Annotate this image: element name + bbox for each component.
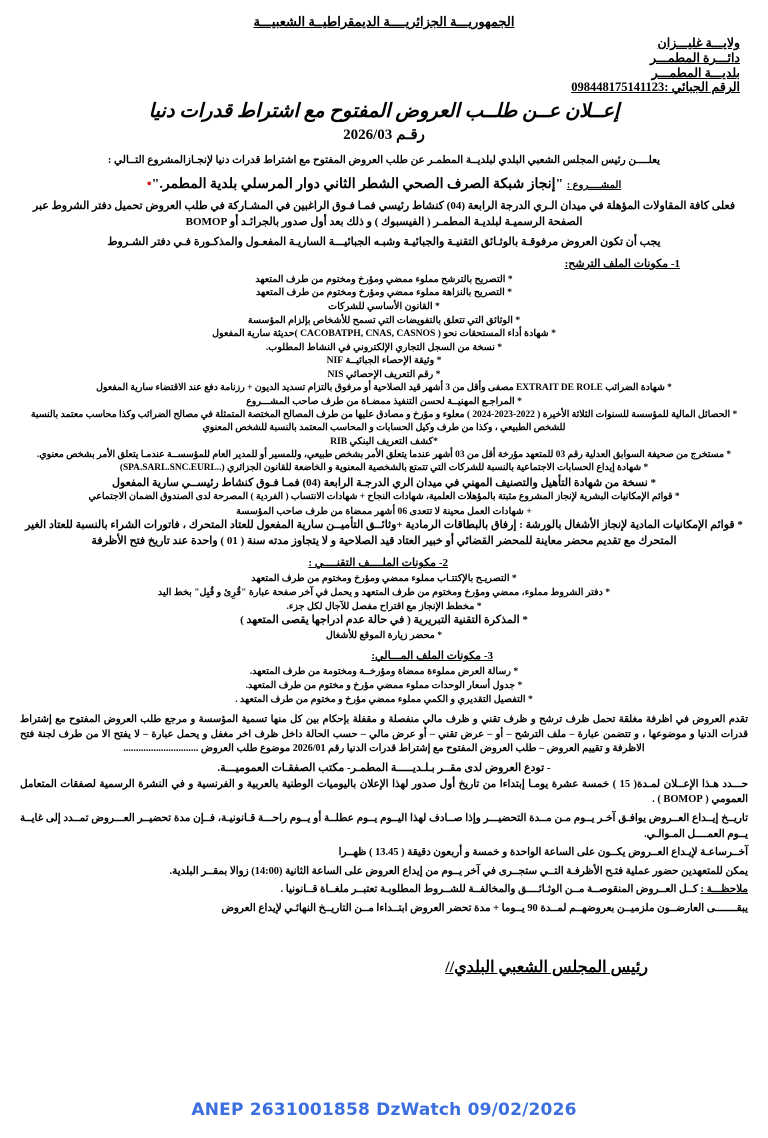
list-item: * شهادة إيداع الحسابات الاجتماعية بالنسبة للشركات التي تتمتع بالشخصية المعنوية و الخاضعة للقانون الجزائري (..SPA.SARL.SNC.EURL) <box>119 463 649 474</box>
eligibility-paragraph: فعلى كافة المقاولات المؤهلة في ميدان الـري الدرجة الرابعة (04) كنشاط رئيسي فمـا فـوق الراغبين في المشـاركة في طلب العروض تحميل دفتر الشروط عبر الصفحة الرسميـة لبلديـة المطمـر ( الفيسبوك ) و ذلك بعد أول صدور بالجرائـد أو BOMOP <box>32 200 736 228</box>
list-item: * مستخرج من صحيفة السوابق العدلية رقم 03 للمتعهد مؤرخة أقل من 03 أشهر عندما يتعلق الأمر بشخص طبيعي، وللمسير أو للمدير العام للمؤسســة عندمـا يتعلق الأمر بشخص معنوي. <box>36 449 732 460</box>
section-heading-technical: 2- مكونات الملــــف التقنــــي : <box>308 557 448 570</box>
list-item: * قوائم الإمكانيات المادية لإنجاز الأشغال بالورشة : إرفاق بالبطاقات الرمادية +وثائــق التأميــن سارية المفعول للعتاد المتحرك ، فاتورات الشراء بالنسبة للعتاد الغير المتحرك مع تقديم محضر معاينة للمحضر القضائي أو خبير العتاد قيد الصلاحية و لا يتجاوز مدته سنة ( 01 ) واحدة عند تاريخ فتح الأظرفة <box>25 519 743 547</box>
baladiya-text: بلديـــة المطمـــر <box>651 65 740 80</box>
candidature-items-list <box>20 273 748 550</box>
project-line <box>20 176 748 193</box>
section-heading-candidature: 1- مكونات الملف الترشح: <box>564 257 680 270</box>
list-item: * وثيقة الإحصاء الجبائيــة NIF <box>326 355 442 367</box>
technical-items-list <box>20 572 748 642</box>
fiscal-number-line <box>20 80 740 95</box>
wilaya-text: ولايـــة غليـــزان <box>657 36 740 50</box>
list-item: * جدول أسعار الوحدات مملوء ممضي مؤرخ و مختوم من طرف المتعهد. <box>245 680 523 692</box>
red-marker-icon: • <box>146 177 152 193</box>
duration-paragraph: حـــدد هـذا الإعــلان لمـدة( 15 ) خمسة عشرة يومـا إبتداءا من تاريخ أول صدور لهذا الإعلان باليوميات الوطنية بالعربية و الفرنسية و في النشرة الرسمية لصفقات المتعامل العمومي ( BOMOP ) . <box>20 778 748 806</box>
list-item: * التصريح بالترشح مملوء ممضي ومؤرخ ومختوم من طرف المتعهد <box>255 273 513 285</box>
section-heading-financial: 3- مكونات الملف المـــالي: <box>371 650 493 663</box>
list-item: * مخطط الإنجاز مع اقتراح مفصل للآجال لكل جزء. <box>286 600 482 612</box>
list-item: * المذكرة التقنية التبريرية ( في حالة عدم ادراجها يقصى المتعهد ) <box>240 614 528 627</box>
list-item: * التصريح بالنزاهة مملوء ممضي ومؤرخ ومختوم من طرف المتعهد <box>256 287 512 299</box>
submission-time: آخــرساعـة لإيـداع العــروض يكــون على الساعة الواحدة و خمسة و أربعون دقيقة ( 13.45 ) ظهــرا <box>338 847 748 859</box>
list-item: * الحصائل المالية للمؤسسة للسنوات الثلاثة الأخيرة ( 2022-2023-2024 ) معلوء و مؤرخ و مصادق عليها من طرف المصالح المختصة المتمثلة في مصالح الضرائب وكذا محاسب معتمد بالنسبة للشخص الطبيعي ، وكذا من طرف وكيل الحسابات و المحاسب المعتمد بالنسبة للشخص المعنوي <box>30 409 738 433</box>
list-item: * القانون الأساسي للشركات <box>328 301 440 312</box>
project-value: "إنجاز شبكة الصرف الصحي الشطر الثاني دوار المرسلي بلدية المطمر." <box>151 177 564 193</box>
republic-header <box>20 14 748 30</box>
opening-session: يمكن للمتعهدين حضور عملية فتـح الأظرفـة التــي ستجــرى في آخر يــوم من إيداع العروض على الساعة الثانية (14:00) زوالا بمقــر البلدية. <box>169 865 748 877</box>
daira-line <box>20 51 740 66</box>
list-item: * قوائم الإمكانيات البشرية لإنجاز المشروع مثبتة بالمؤهلات العلمية، شهادات النجاح + شهادات الانتساب ( الفردية ) المصرحة لدى الصندوق الضمان الاجتماعي <box>88 492 680 503</box>
list-item: * رقم التعريف الإحصائي NIS <box>327 369 441 381</box>
page-title: إعــلان عــن طلــب العروض المفتوح مع اشتراط قدرات دنيا <box>148 101 620 122</box>
deadline-paragraph: تاريــخ إيــداع العــروض يوافـق آخـر يــوم مـن مــدة التحضيـــر وإذا صــادف لهذا اليــوم يــوم عطلــة أو يــوم راحـــة قـانونيـة، فــإن مدة تحضيــر العـــروض تمــدد إلى غايــة يــوم العمــــل المـوالـي. <box>20 812 748 840</box>
list-item: * نسخة من شهادة التأهيل والتصنيف المهني في ميدان الري الدرجـة الرابعة (04) فمـا فـوق كنشاط رئيســي سارية المفعول <box>111 476 657 489</box>
signature-line: رئيس المجلس الشعبي البلدي// <box>445 958 648 976</box>
list-item: * محضر زيارة الموقع للأشغال <box>325 629 443 641</box>
list-item: * شهادة الضرائب EXTRAIT DE ROLE مصفى وأقل من 3 أشهر قيد الصلاحية أو مرفوق بالتزام تسديد الديون + رزنامة دفع عند الاقتضاء سارية المفعول <box>96 382 672 393</box>
list-item: * المراجـع المهنيــة لحسن التنفيذ ممضـاة من طرف صاحب المشـــروع <box>246 396 522 407</box>
note-text: كــل العــروض المنقوصــة مــن الوثـائــــق والمخالفــة للشــروط المطلوبـة تعتبــر ملغــاة قــانونيا . <box>280 884 698 896</box>
list-item: * نسخة من السجل التجاري الإلكتروني في النشاط المطلوب. <box>265 341 503 353</box>
list-item: *كشف التعريف البنكي RIB <box>330 436 438 448</box>
list-item: * التفصيل التقديري و الكمي مملوء ممضي مؤرخ و مختوم من طرف المتعهد . <box>235 693 533 705</box>
baladiya-line <box>20 66 740 81</box>
note-paragraph <box>20 882 748 898</box>
financial-items-list <box>20 665 748 706</box>
list-item: * الوثائق التي تتعلق بالتفويضات التي تسمح للأشخاص بإلزام المؤسسة <box>247 314 521 326</box>
republic-header-text: الجمهوريـــة الجزائريــــة الديمقراطيــة الشعبيـــة <box>253 14 515 29</box>
validity-paragraph: يبقـــــــى العارضــون ملزميــن بعروضهــم لمــدة 90 يــوما + مدة تحضر العروض ابتــداءا مــن التاريــخ النهائـي لإيداع العروض <box>221 903 748 915</box>
daira-text: دائـــرة المطمـــر <box>650 50 740 65</box>
list-item: * دفتر الشروط مملوء، ممضي ومؤرخ ومختوم من طرف المتعهد و يحمل في آخر صفحة عبارة "قُرِئ و قُبِل" بخط اليد <box>157 586 611 598</box>
fiscal-number-label: الرقم الجبائي : <box>664 80 740 95</box>
note-label: ملاحظـــة : <box>700 884 748 896</box>
list-item: * شهادة أداء المستحقات نحو ( CACOBATPH, CNAS, CASNOS )حديثة سارية المفعول <box>212 328 556 340</box>
list-item: * رسالة العرض مملوءة ممضاة ومؤرخــة ومختومة من طرف المتعهد. <box>249 666 519 678</box>
deposit-location: - تودع العروض لدى مقــر بـلـديـــــة المطمـر- مكتب الصفقـات العموميـــة. <box>217 761 551 774</box>
list-item: * التصريـح بالإكتتـاب مملوء ممضي ومؤرخ ومختوم من طرف المتعهد <box>251 573 517 585</box>
anep-footer: ANEP 2631001858 DzWatch 09/02/2026 <box>191 1100 577 1120</box>
submission-paragraph: تقدم العروض في اظرفة مغلقة تحمل ظرف ترشح و ظرف تقني و ظرف مالي منفصلة و مقفلة بإحكام بين كل منها تسمية المؤسسة و مرجع طلب العروض المفتوح مع إشتراط قدرات الدنيا و موضوعها ، و تتضمن عبارة – ملف الترشح – أو – عرض تقني – أو عرض مالي – حسب الحالة داخل ظرف اخر مغفل و يحمل عبارة – لا يفتح الا من طرف لجنة فتح الاظرفة و تقييم العروض – طلب العروض المفتوح مع إشتراط قدرات الدنيا رقم 2026/01 موضوع طلب العروض .............................. <box>20 714 748 755</box>
wilaya-line <box>20 36 740 51</box>
announcement-intro: يعلــــن رئيس المجلس الشعبي البلدي لبلديــة المطمـر عن طلب العروض المفتوح مع اشتراط قدرات دنيا لإنجـازالمشروع التــالي : <box>107 155 661 167</box>
list-item: + شهادات العمل محينة لا تتعدى 06 أشهر ممضاة من طرف صاحب المؤسسة <box>236 505 532 517</box>
announcement-number: رقـم 2026/03 <box>343 127 425 144</box>
project-label: المشــــروع : <box>566 180 622 192</box>
documents-paragraph: يجب أن تكون العروض مرفوقـة بالوثـائق التقنيـة والجبائيـة وشبـه الجبائيـــة الساريـة المفعـول والمذكـورة فـي دفتر الشـروط <box>107 235 661 248</box>
commune-block <box>20 36 748 95</box>
fiscal-number-value: 098448175141123 <box>571 80 665 95</box>
